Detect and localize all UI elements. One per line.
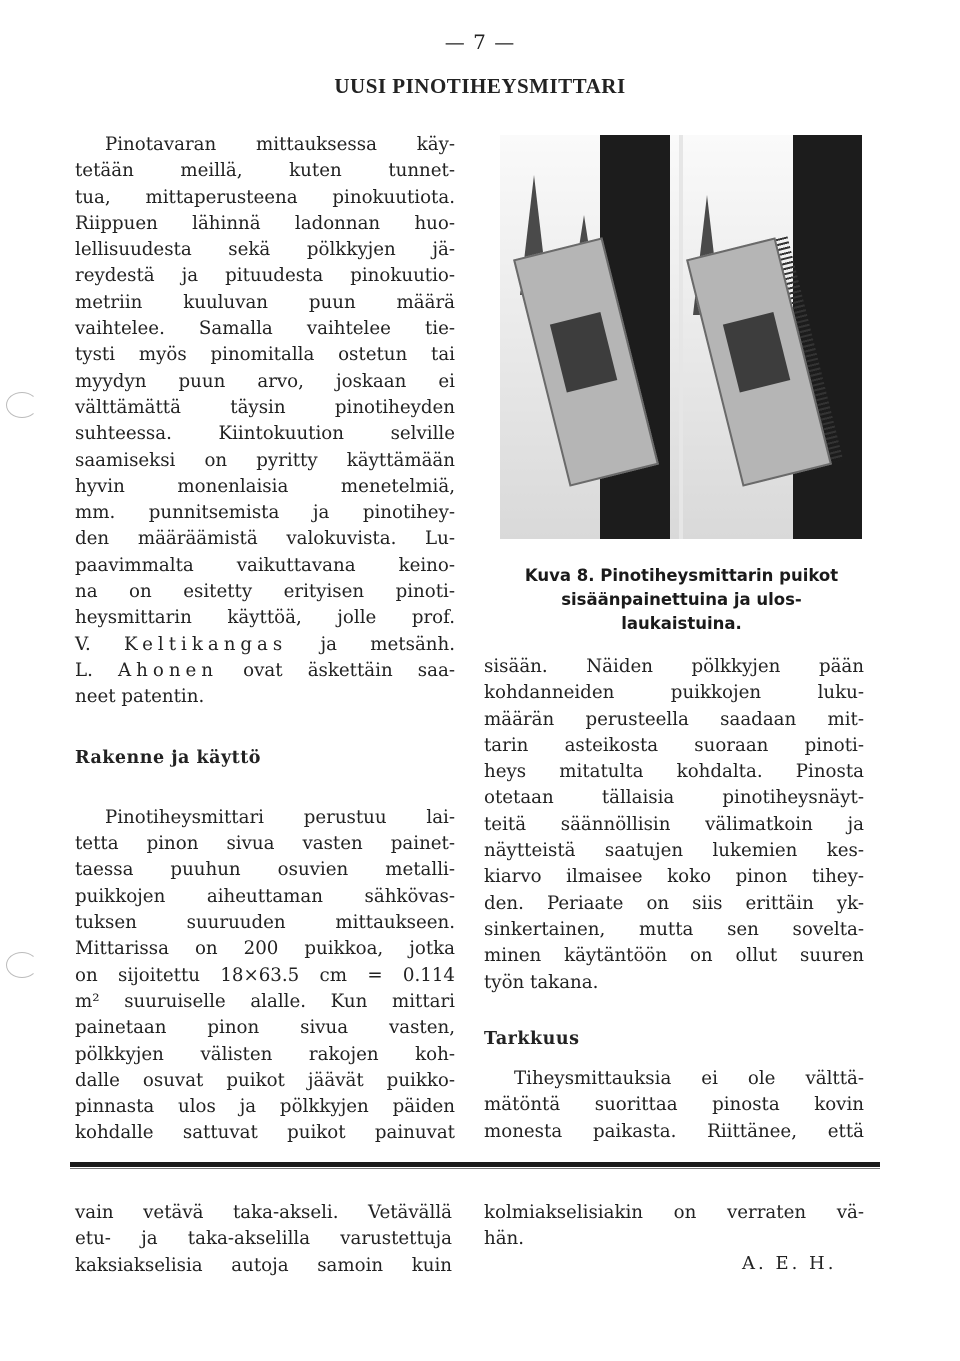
text-line: neet patentin. — [75, 686, 205, 708]
right-column — [484, 654, 864, 1145]
caption-line: laukaistuina. — [621, 614, 742, 633]
text-line: pölkkyjen välisten rakojen koh- — [75, 1043, 455, 1065]
text-line: paavimmalta vaikuttavana keino- — [75, 554, 455, 576]
text-line: mätöntä suorittaa pinosta kovin — [484, 1094, 864, 1116]
margin-mark — [6, 952, 38, 978]
photo-panel-pins-in — [500, 135, 679, 539]
section-divider — [70, 1162, 880, 1167]
text-line: lellisuudesta sekä pölkkyjen jä- — [75, 239, 455, 261]
text-line: näytteistä saatujen lukemien kes- — [484, 840, 864, 862]
text-line: sisään. Näiden pölkkyjen pään — [484, 656, 864, 677]
text-line — [75, 658, 455, 684]
text-line: metriin kuuluvan puun määrä — [75, 291, 455, 313]
text-line: na on esitetty erityisen pinoti- — [75, 581, 455, 603]
text-line: heysmittarin käyttöä, jolle prof. — [75, 607, 455, 629]
text-line: välttämättä täysin pinotiheyden — [75, 396, 455, 418]
text-line: painetaan pinon sivua vasten, — [75, 1017, 455, 1039]
text-line: kohdanneiden puikkojen luku- — [484, 682, 864, 704]
text-line: monesta paikasta. Riittänee, että — [484, 1120, 864, 1142]
page-number: — 7 — — [444, 30, 516, 54]
bottom-right-column — [484, 1200, 864, 1253]
text-line: pinnasta ulos ja pölkkyjen päiden — [75, 1096, 455, 1118]
text-line: hän. — [484, 1228, 525, 1250]
text-line — [75, 632, 455, 658]
text-line: sinkertainen, mutta sen sovelta- — [484, 918, 864, 940]
text-line: tetta pinon sivua vasten painet- — [75, 833, 455, 855]
text-line: kaksiakselisia autoja samoin kuin — [75, 1254, 452, 1276]
name-suffix: ovat äskettäin saa- — [243, 659, 455, 681]
text-line: reydestä ja pituudesta pinokuutio- — [75, 265, 455, 287]
text-line: tarin asteikosta suoraan pinoti- — [484, 734, 864, 756]
text-line: den. Periaate on siis erittäin yk- — [484, 892, 864, 914]
name-suffix: ja metsänh. — [320, 633, 455, 655]
text-line: kohdalle sattuvat puikot painuvat — [75, 1122, 455, 1144]
text-line: tetään meillä, kuten tunnet- — [75, 160, 455, 182]
text-line: dalle osuvat puikot jäävät puikko- — [75, 1069, 455, 1091]
text-line: etu- ja taka-akselilla varustettuja — [75, 1228, 452, 1250]
text-line: työn takana. — [484, 971, 599, 993]
section-heading: Tarkkuus — [484, 1028, 580, 1049]
figure-caption — [484, 564, 879, 636]
section-divider-thin — [70, 1168, 880, 1169]
text-line: vaihtelee. Samalla vaihtelee tie- — [75, 318, 455, 340]
text-line: den määräämistä valokuvista. Lu- — [75, 528, 455, 550]
text-line: heys mitatulta kohdalta. Pinosta — [484, 761, 864, 783]
name-prefix: V. — [75, 633, 91, 655]
text-line: määrän perusteella saadaan mit- — [484, 708, 864, 730]
text-line: Mittarissa on 200 puikkoa, jotka — [75, 938, 455, 960]
text-line: vain vetävä taka-akseli. Vetävällä — [75, 1202, 452, 1223]
text-line: kolmiakselisiakin on verraten vä- — [484, 1202, 864, 1223]
text-line: tua, mittaperusteena pinokuutiota. — [75, 186, 455, 208]
author-name: Ahonen — [118, 659, 219, 681]
caption-line: Kuva 8. Pinotiheysmittarin puikot — [524, 566, 839, 585]
text-line: saamiseksi on pyritty käyttämään — [75, 449, 455, 471]
text-line: taessa puuhun osuvien metalli- — [75, 859, 455, 881]
name-prefix: L. — [75, 659, 93, 681]
text-line: Pinotavaran mittauksessa käy- — [105, 134, 455, 155]
text-line: Pinotiheysmittari perustuu lai- — [105, 806, 455, 828]
article-title: UUSI PINOTIHEYSMITTARI — [334, 74, 626, 98]
text-line: otetaan tällaisia pinotiheysnäyt- — [484, 787, 864, 809]
bottom-left-column — [75, 1200, 452, 1279]
text-line: myydyn puun arvo, joskaan ei — [75, 370, 455, 392]
text-line: Tiheysmittauksia ei ole välttä- — [514, 1068, 864, 1090]
text-line: teitä säännöllisin välimatkoin ja — [484, 813, 864, 835]
caption-line: sisäänpainettuina ja ulos- — [561, 590, 802, 609]
section-heading: Rakenne ja käyttö — [75, 747, 261, 768]
text-line: suhteessa. Kiintokuution selville — [75, 423, 455, 445]
text-line: tuksen suuruuden mittaukseen. — [75, 912, 455, 934]
left-column — [75, 132, 455, 1147]
margin-mark — [6, 392, 38, 418]
text-line: puikkojen aiheuttaman sähkövas- — [75, 885, 455, 907]
text-line: kiarvo ilmaisee koko pinon tihey- — [484, 866, 864, 888]
figure-photo — [500, 135, 862, 539]
text-line: minen käytäntöön on ollut suuren — [484, 945, 864, 967]
text-line: m² suuruiselle alalle. Kun mittari — [75, 990, 455, 1012]
author-name: Keltikangas — [124, 633, 288, 655]
text-line: Riippuen lähinnä ladonnan huo- — [75, 212, 455, 234]
text-line: hyvin monenlaisia menetelmiä, — [75, 475, 455, 497]
text-line: mm. punnitsemista ja pinotihey- — [75, 502, 455, 524]
author-signature: A. E. H. — [742, 1253, 837, 1274]
text-line: on sijoitettu 18×63.5 cm = 0.114 — [75, 964, 455, 986]
photo-panel-pins-out — [683, 135, 862, 539]
text-line: tysti myös pinomitalla ostetun tai — [75, 344, 455, 366]
